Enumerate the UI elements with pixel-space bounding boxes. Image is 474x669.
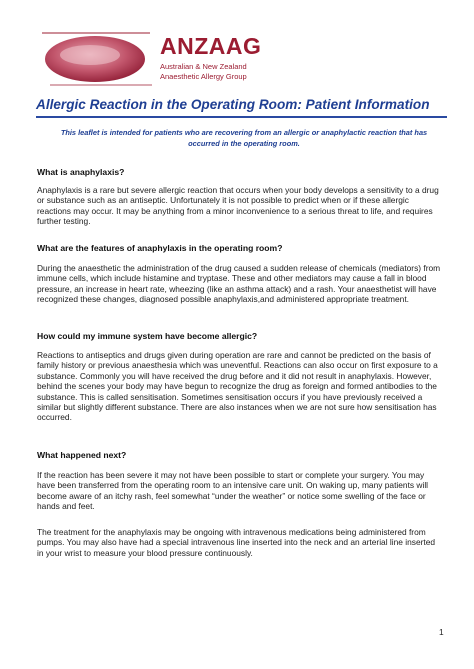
section-heading-anaphylaxis: What is anaphylaxis? (37, 167, 125, 177)
section-heading-immune: How could my immune system have become allergic? (37, 331, 258, 341)
org-subtitle (160, 62, 247, 81)
section-paragraph-next-2: The treatment for the anaphylaxis may be ongoing with intravenous medications being administered from pumps. You may also have had a special intravenous line inserted into the neck and an arterial line inserted in your wrist to measure your blood pressure continuously. (37, 527, 436, 558)
page-number: 1 (439, 627, 444, 637)
section-paragraph-next-1: If the reaction has been severe it may not have been possible to start or complete your surgery. You may have been transferred from the operating room to an intensive care unit. On waking up, many patients will become aware of an itchy rash, feel somewhat “under the weather” or notice some swelling of the face or hands and feet. (37, 470, 429, 512)
logo-emblem-icon (40, 25, 160, 90)
org-subtitle-line-1: Australian & New Zealand (160, 62, 247, 71)
org-name: ANZAAG (160, 33, 262, 59)
section-paragraph-anaphylaxis: Anaphylaxis is a rare but severe allergic reaction that occurs when your body develops a sensitivity to a drug or substance such as an antiseptic. Unfortunately it is not possible to predict when or if these allergic reactions may occur. It may be anything from a minor inconvenience to a serious threat to life, and requires further testing. (37, 185, 439, 227)
title-underline (36, 116, 447, 118)
section-heading-next: What happened next? (37, 450, 127, 460)
section-paragraph-immune: Reactions to antiseptics and drugs given during operation are rare and cannot be predicted on the basis of family history or previous anaesthesia which was uneventful. Reactions can also occur on first exposure to a substance. Commonly you will have received the drug before and it did not result in anaphylaxis. However, behind the scenes your body may have begun to recognize the drug as foreign and formed antibodies to the substance. This is called sensitisation. Sometimes sensitisation occurs if you have previously received a similar but slightly different substance. There are also instances when we are not sure how sensitisation has occurred. (37, 350, 438, 423)
org-subtitle-line-2: Anaesthetic Allergy Group (160, 71, 247, 81)
section-paragraph-features: During the anaesthetic the administration of the drug caused a sudden release of chemicals (mediators) from immune cells, which include histamine and tryptase. These and other mediators may cause a fall in blood pressure, an increase in heart rate, wheezing (like an asthma attack) and a rash. Your anaesthetist will have recognized these changes, diagnosed possible anaphylaxis,and administered appropriate treatment. (37, 263, 441, 305)
intro-note: This leaflet is intended for patients who are recovering from an allergic or anaphylactic reaction that has occurred in the operating room. (60, 128, 428, 148)
anzaag-logo (40, 25, 280, 90)
document-title: Allergic Reaction in the Operating Room: Patient Information (36, 97, 430, 112)
section-heading-features: What are the features of anaphylaxis in the operating room? (37, 243, 283, 253)
